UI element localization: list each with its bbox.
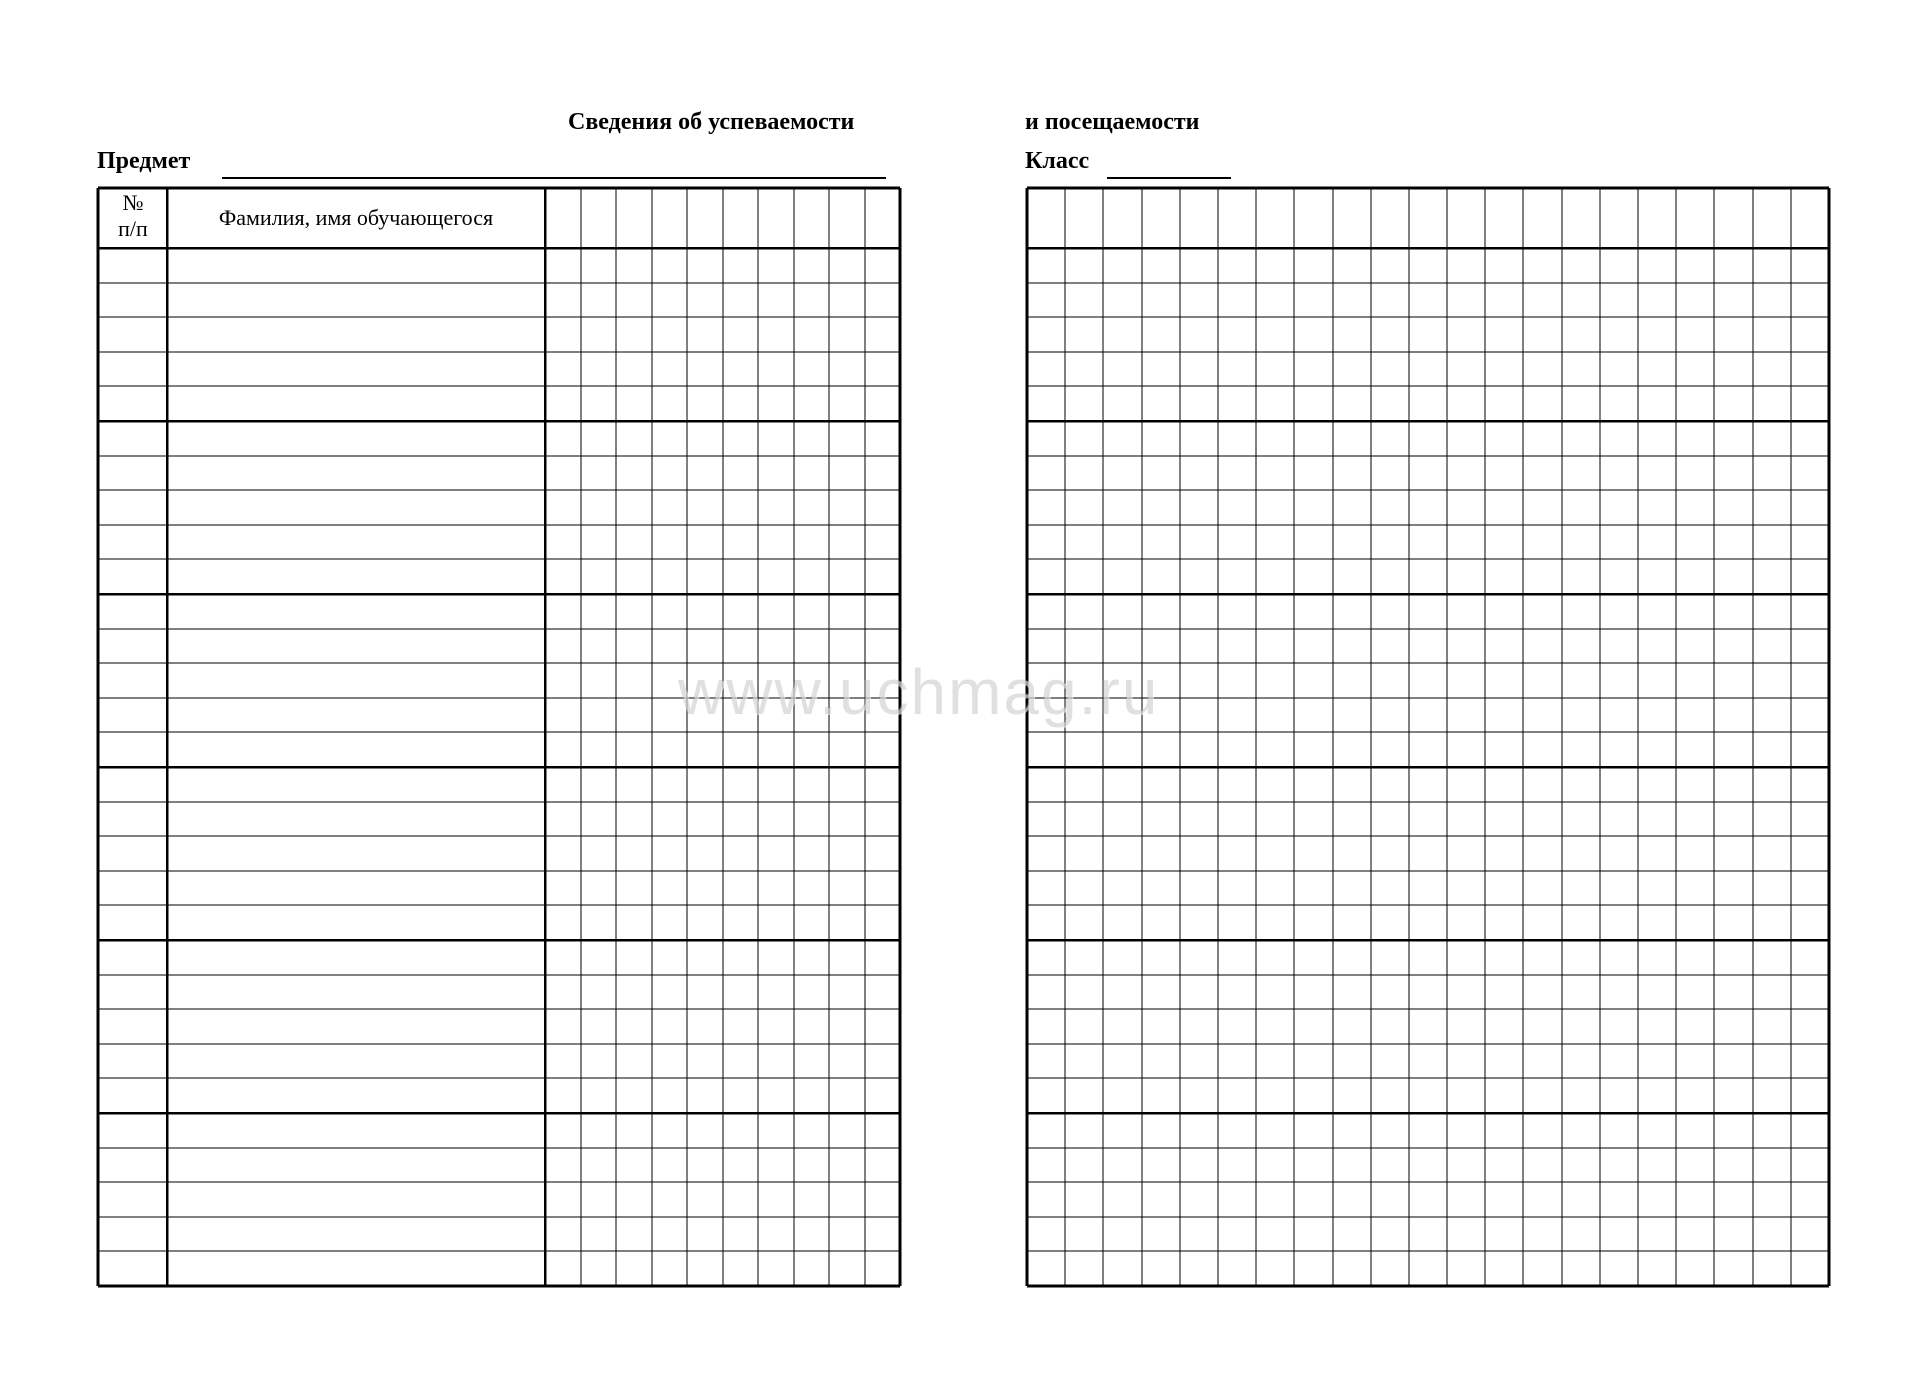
header-number-line: п/п	[118, 216, 148, 241]
header-student-name: Фамилия, имя обучающегося	[218, 205, 494, 230]
class-label: Класс	[1025, 148, 1090, 174]
header-number-text	[118, 190, 148, 241]
header-number-line: №	[122, 190, 144, 215]
subject-label: Предмет	[97, 148, 191, 174]
watermark: www.uchmag.ru	[678, 656, 1160, 728]
page-title-left: Сведения об успеваемости	[568, 109, 855, 135]
header-number	[99, 190, 167, 242]
page-title-right: и посещаемости	[1025, 109, 1200, 135]
